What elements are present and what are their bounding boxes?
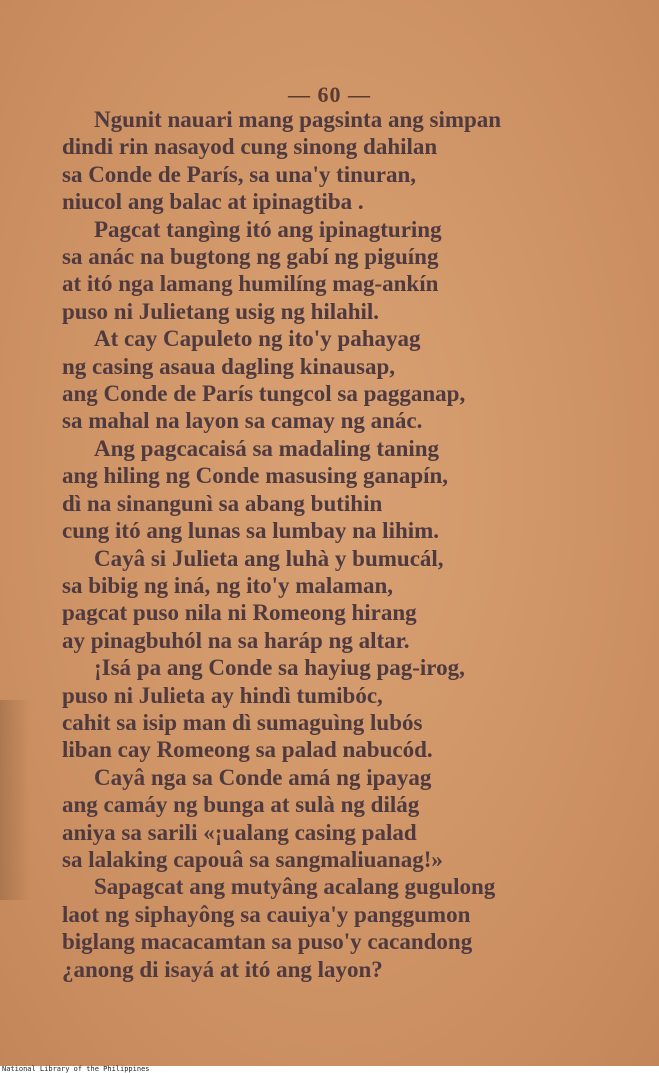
- stanza: [62, 216, 622, 326]
- poem-line: aniya sa sarili «¡ualang casing palad: [62, 819, 417, 845]
- poem-line: dindi rin nasayod cung sinong dahilan: [62, 134, 438, 160]
- stanza: [62, 545, 622, 655]
- poem-line: pagcat puso nila ni Romeong hirang: [62, 600, 417, 626]
- poem-line: ¿anong di isayá at itó ang layon?: [62, 956, 383, 982]
- poem-line: sa Conde de París, sa una'y tinuran,: [62, 161, 417, 187]
- poem-line: ang hiling ng Conde masusing ganapín,: [62, 463, 449, 489]
- poem-line: Ngunit nauari mang pagsinta ang simpan: [94, 107, 502, 132]
- poem-line: cung itó ang lunas sa lumbay na lihim.: [62, 518, 440, 544]
- poem-line: sa bibig ng iná, ng ito'y malaman,: [62, 572, 394, 598]
- poem-line: sa lalaking capouâ sa sangmaliuanag!»: [62, 846, 443, 872]
- poem-line: ¡Isá pa ang Conde sa hayiug pag-irog,: [94, 655, 465, 681]
- poem-line: biglang macacamtan sa puso'y cacandong: [62, 929, 473, 955]
- poem-line: liban cay Romeong sa palad nabucód.: [62, 737, 433, 763]
- poem-line: ang Conde de París tungcol sa pagganap,: [62, 381, 466, 407]
- poem-line: ng casing asaua dagling kinausap,: [62, 353, 395, 379]
- poem-line: at itó nga lamang humilíng mag-ankín: [62, 271, 439, 297]
- poem-line: ang camáy ng bunga at sulà ng dilág: [62, 792, 420, 818]
- stanza: [62, 325, 622, 435]
- poem-line: sa anác na bugtong ng gabí ng piguíng: [62, 244, 439, 270]
- poem-line: At cay Capuleto ng ito'y pahayag: [94, 326, 421, 352]
- poem-line: Sapagcat ang mutyâng acalang gugulong: [94, 874, 496, 900]
- poem-line: Pagcat tangìng itó ang ipinagturing: [94, 216, 442, 242]
- stanza: [62, 435, 622, 545]
- page-number: — 60 —: [288, 82, 371, 107]
- stanza: [62, 654, 622, 764]
- poem-line: laot ng siphayông sa cauiya'y panggumon: [62, 901, 471, 927]
- poem-line: niucol ang balac at ipinagtiba .: [62, 189, 364, 215]
- poem-line: Ang pagcacaisá sa madaling taning: [94, 435, 440, 461]
- poem-line: Cayâ si Julieta ang luhà y bumucál,: [94, 545, 444, 571]
- poem-line: puso ni Julietang usig ng hilahil.: [62, 298, 380, 324]
- page-stain: [0, 700, 30, 900]
- stanza: [62, 106, 622, 216]
- poem-line: Cayâ nga sa Conde amá ng ipayag: [94, 764, 432, 790]
- stanza: [62, 873, 622, 983]
- poem-body: [62, 106, 622, 983]
- poem-line: cahit sa isip man dì sumaguìng lubós: [62, 709, 423, 735]
- poem-line: dì na sinangunì sa abang butihin: [62, 490, 383, 516]
- poem-line: sa mahal na layon sa camay ng anác.: [62, 408, 423, 434]
- poem-line: puso ni Julieta ay hindì tumibóc,: [62, 682, 383, 708]
- poem-line: ay pinagbuhól na sa haráp ng altar.: [62, 627, 410, 653]
- stanza: [62, 764, 622, 874]
- library-footer: National Library of the Philippines: [2, 1065, 150, 1073]
